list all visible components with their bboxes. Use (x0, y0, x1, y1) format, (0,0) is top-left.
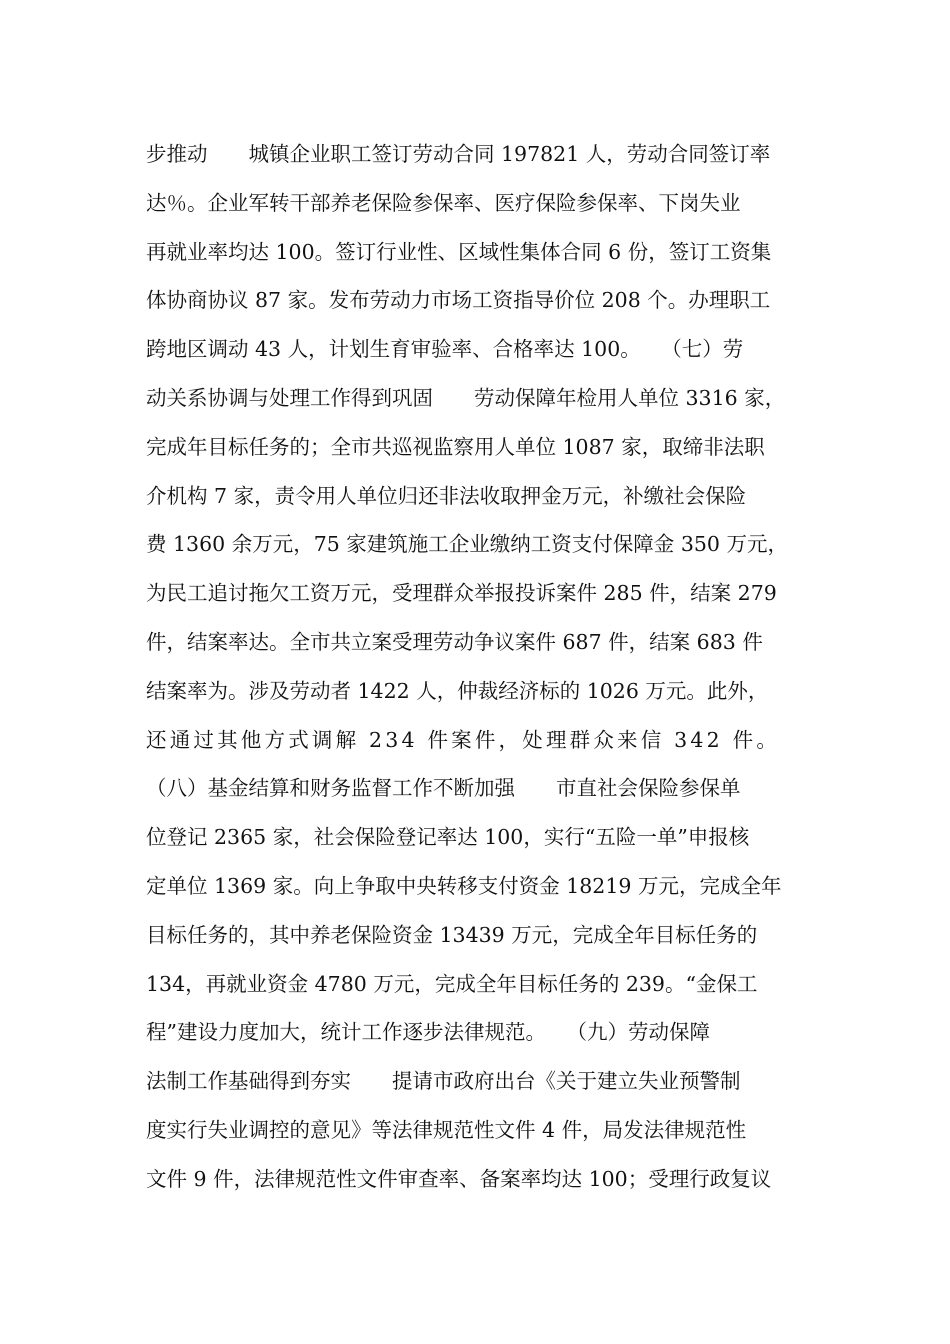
text-line: 件，结案率达。全市共立案受理劳动争议案件 687 件，结案 683 件 (146, 629, 763, 654)
text-line: 再就业率均达 100。签订行业性、区域性集体合同 6 份，签订工资集 (146, 239, 772, 264)
text-line: 步推动 城镇企业职工签订劳动合同 197821 人，劳动合同签订率 (146, 142, 771, 166)
text-line: 动关系协调与处理工作得到巩固 劳动保障年检用人单位 3316 家， (146, 385, 786, 410)
text-line: 目标任务的，其中养老保险资金 13439 万元，完成全年目标任务的 (146, 922, 758, 947)
text-line: 结案率为。涉及劳动者 1422 人，仲裁经济标的 1026 万元。此外， (146, 678, 769, 703)
text-line: 达％。企业军转干部养老保险参保率、医疗保险参保率、下岗失业 (146, 190, 741, 215)
text-line: 费 1360 余万元，75 家建筑施工企业缴纳工资支付保障金 350 万元， (146, 532, 788, 557)
text-line: 跨地区调动 43 人，计划生育审验率、合格率达 100。 （七）劳 (146, 337, 744, 362)
text-line: 为民工追讨拖欠工资万元，受理群众举报投诉案件 285 件，结案 279 (146, 581, 777, 606)
text-line: 134，再就业资金 4780 万元，完成全年目标任务的 239。“金保工 (146, 971, 758, 996)
text-line: 文件 9 件，法律规范性文件审查率、备案率均达 100；受理行政复议 (146, 1166, 772, 1191)
text-line: 还通过其他方式调解 234 件案件，处理群众来信 342 件。 (146, 727, 781, 752)
text-line: 位登记 2365 家，社会保险登记率达 100，实行“五险一单”申报核 (146, 825, 750, 850)
text-line: （八）基金结算和财务监督工作不断加强 市直社会保险参保单 (146, 776, 741, 801)
text-line: 完成年目标任务的；全市共巡视监察用人单位 1087 家，取缔非法职 (146, 434, 765, 459)
text-line: 介机构 7 家，责令用人单位归还非法收取押金万元，补缴社会保险 (146, 483, 747, 508)
text-line: 体协商协议 87 家。发布劳动力市场工资指导价位 208 个。办理职工 (146, 288, 771, 313)
text-line: 定单位 1369 家。向上争取中央转移支付资金 18219 万元，完成全年 (146, 873, 782, 898)
body-text (146, 130, 816, 1204)
text-line: 程”建设力度加大，统计工作逐步法律规范。 （九）劳动保障 (146, 1020, 710, 1045)
text-line: 度实行失业调控的意见》等法律规范性文件 4 件，局发法律规范性 (146, 1117, 747, 1142)
text-line: 法制工作基础得到夯实 提请市政府出台《关于建立失业预警制 (146, 1069, 741, 1094)
